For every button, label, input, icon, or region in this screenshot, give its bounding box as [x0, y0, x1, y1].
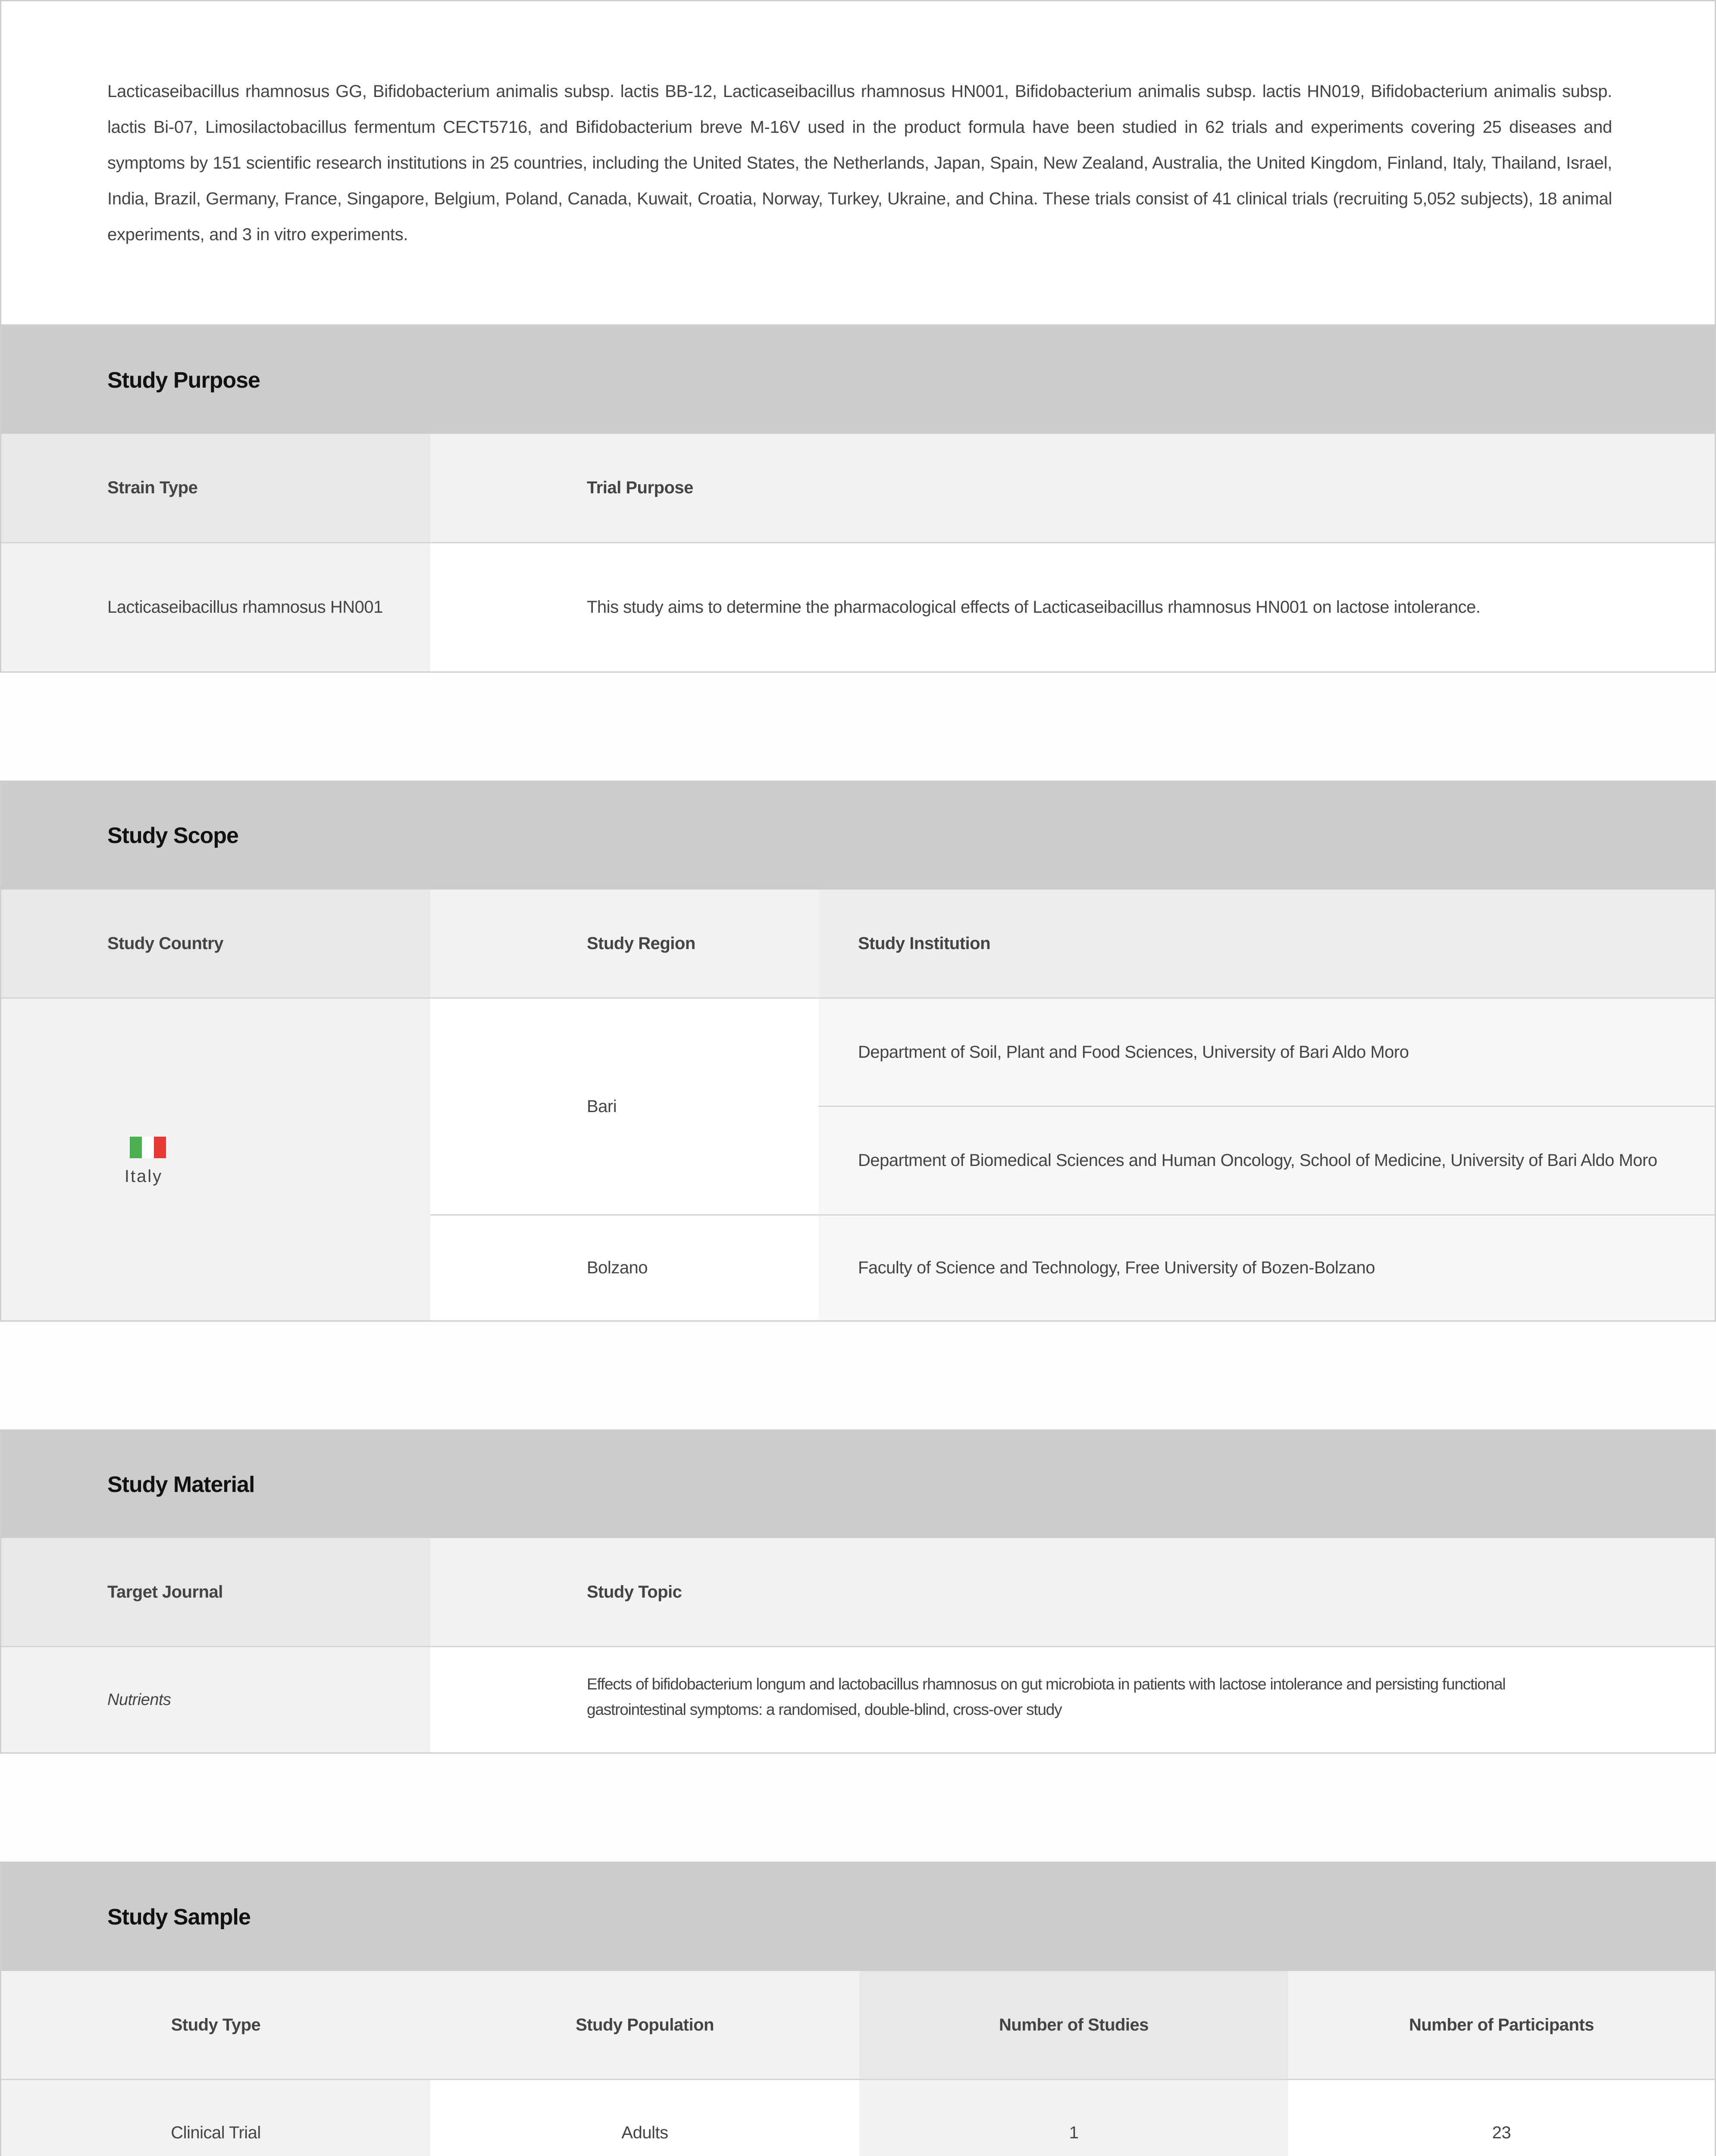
region-cell-bari: [430, 999, 818, 1214]
study-population-value: Adults: [621, 2123, 668, 2142]
country-cell: [1, 999, 430, 1320]
study-material-section: [0, 1429, 1716, 1754]
study-topic-line: Effects of bifidobacterium longum and lactobacillus rhamnosus on gut microbiota in patients with lactose intolerance and persisting functional: [587, 1675, 1506, 1693]
column-header-study-type: [1, 1971, 430, 2079]
italy-flag-icon: [130, 1137, 166, 1158]
study-sample-section: [0, 1861, 1716, 2156]
institution-name: Department of Biomedical Sciences and Human Oncology, School of Medicine, University of Bari Aldo Moro: [858, 1151, 1657, 1170]
institution-cell: [818, 1107, 1715, 1214]
country-name: Italy: [124, 1167, 163, 1186]
number-of-studies-cell: [859, 2080, 1288, 2156]
column-header-study-region: [430, 890, 818, 997]
institution-name: Department of Soil, Plant and Food Sciences, University of Bari Aldo Moro: [858, 1042, 1409, 1062]
intro-box: [0, 0, 1716, 326]
study-scope-section: [0, 780, 1716, 1322]
column-header-label: Number of Studies: [999, 2015, 1149, 2034]
intro-text: Lacticaseibacillus rhamnosus GG, Bifidobacterium animalis subsp. lactis BB-12, Lacticaseibacillus rhamnosus HN001, Bifidobacterium animalis subsp. lactis HN019, Bifidobacterium animalis subsp. lactis Bi-07, Limosilactobacillus fermentum CECT5716, and Bifidobacterium breve M-16V used in the product formula have been studied in 62 trials and experiments covering 25 diseases and symptoms by 151 scientific research institutions in 25 countries, including the United States, the Netherlands, Japan, Spain, New Zealand, Australia, the United Kingdom, Finland, Italy, Thailand, Israel, India, Brazil, Germany, France, Singapore, Belgium, Poland, Canada, Kuwait, Croatia, Norway, Turkey, Ukraine, and China. These trials consist of 41 clinical trials (recruiting 5,052 subjects), 18 animal experiments, and 3 in vitro experiments.: [107, 82, 1612, 244]
institution-cell: [818, 999, 1715, 1106]
study-population-cell: [430, 2080, 859, 2156]
study-type-cell: [1, 2080, 430, 2156]
section-header: [1, 782, 1715, 890]
section-header: [1, 1863, 1715, 1971]
column-header-label: Number of Participants: [1409, 2015, 1594, 2034]
column-header-number-of-participants: [1288, 1971, 1715, 2079]
column-header-study-topic: [430, 1538, 1715, 1646]
institution-name: Faculty of Science and Technology, Free University of Bozen-Bolzano: [858, 1258, 1375, 1277]
journal-name: Nutrients: [107, 1690, 171, 1709]
section-title: Study Scope: [107, 823, 238, 848]
section-header: [1, 1431, 1715, 1538]
trial-purpose-cell: [430, 543, 1715, 671]
column-header-study-institution: [818, 890, 1715, 997]
region-cell-bolzano: [430, 1216, 818, 1320]
column-header-trial-purpose: [430, 434, 1715, 542]
target-journal-cell: [1, 1647, 430, 1752]
column-header-study-country: [1, 890, 430, 997]
column-header-label: Study Region: [587, 934, 695, 953]
study-type-value: Clinical Trial: [171, 2123, 261, 2142]
column-header-label: Study Institution: [858, 934, 991, 953]
column-header-label: Study Topic: [587, 1582, 682, 1601]
column-header-strain-type: [1, 434, 430, 542]
institution-cell: [818, 1216, 1715, 1320]
number-of-participants-cell: [1288, 2080, 1715, 2156]
strain-type-value: Lacticaseibacillus rhamnosus HN001: [107, 598, 383, 617]
column-header-label: Study Type: [171, 2015, 261, 2034]
column-header-number-of-studies: [859, 1971, 1288, 2079]
column-header-target-journal: [1, 1538, 430, 1646]
study-purpose-section: [0, 326, 1716, 673]
section-header: [1, 327, 1715, 434]
column-header-label: Target Journal: [107, 1582, 223, 1601]
column-header-label: Study Population: [576, 2015, 714, 2034]
region-name: Bolzano: [587, 1258, 648, 1277]
strain-type-cell: [1, 543, 430, 671]
trial-purpose-value: This study aims to determine the pharmacological effects of Lacticaseibacillus rhamnosus HN001 on lactose intolerance.: [587, 598, 1481, 617]
region-name: Bari: [587, 1097, 617, 1116]
column-header-label: Strain Type: [107, 478, 198, 497]
column-header-label: Trial Purpose: [587, 478, 693, 497]
study-topic-cell: [430, 1647, 1715, 1752]
study-topic-line: gastrointestinal symptoms: a randomised, double-blind, cross-over study: [587, 1701, 1062, 1718]
section-title: Study Material: [107, 1472, 255, 1497]
column-header-study-population: [430, 1971, 859, 2079]
section-title: Study Sample: [107, 1904, 251, 1930]
column-header-label: Study Country: [107, 934, 224, 953]
section-title: Study Purpose: [107, 368, 260, 393]
number-of-participants-value: 23: [1492, 2123, 1511, 2142]
number-of-studies-value: 1: [1069, 2123, 1079, 2142]
